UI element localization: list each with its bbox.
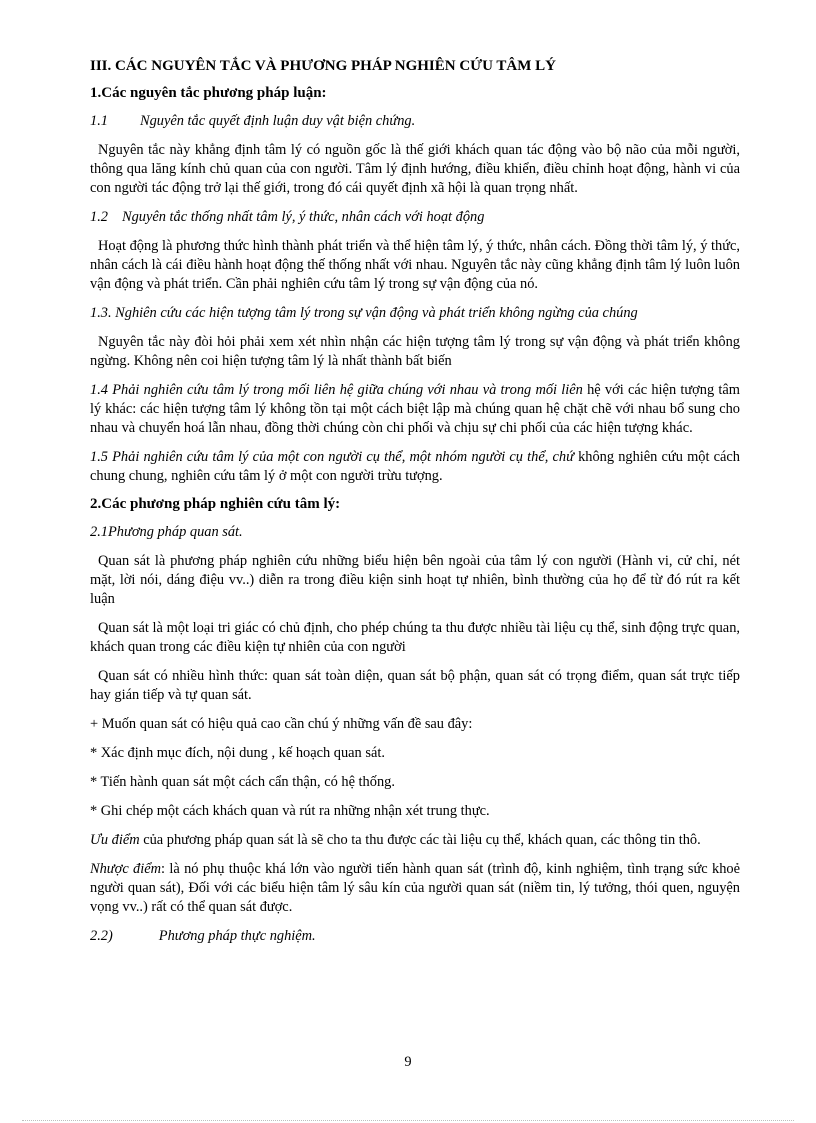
subheading-1-1 [90,112,740,131]
advantages-label: Ưu điểm [90,832,140,848]
paragraph-2-1-b: Quan sát là một loại tri giác có chủ định, cho phép chúng ta thu được nhiều tài liệu cụ thể, sinh động trực quan, khách quan trong các điều kiện tự nhiên của con người [90,620,740,655]
bullet-item: * Xác định mục đích, nội dung , kế hoạch quan sát. [90,745,385,761]
paragraph-1-4-text: hệ với các hiện tượng tâm lý khác: các hiện tượng tâm lý không tồn tại một cách biệt lập mà chúng quan hệ chặt chẽ với nhau bổ sung cho nhau và chuyển hoá lẫn nhau, đồng thời chúng còn chi phối và chịu sự chi phối của các hiện tượng khác. [90,382,740,436]
subheading-1-2-number: 1.2 [90,209,108,225]
subheading-2-1: 2.1Phương pháp quan sát. [90,524,243,540]
disadvantages-label: Nhược điểm [90,861,162,877]
subheading-2-2-number: 2.2) [90,928,113,944]
bullet-intro: + Muốn quan sát có hiệu quả cao cần chú ý những vấn đề sau đây: [90,716,473,732]
paragraph-2-1-a: Quan sát là phương pháp nghiên cứu những biểu hiện bên ngoài của tâm lý con người (Hành vi, cử chỉ, nét mặt, lời nói, dáng điệu vv..) diễn ra trong điều kiện sinh hoạt tự nhiên, bình thường của họ để từ đó rút ra kết luận [90,553,740,607]
heading-principles: 1.Các nguyên tắc phương pháp luận: [90,85,327,101]
page-bottom-divider [22,1120,794,1121]
page-number: 9 [404,1054,412,1070]
paragraph-1-4 [90,381,740,438]
subheading-1-3: 1.3. Nghiên cứu các hiện tượng tâm lý trong sự vận động và phát triển không ngừng của chúng [90,305,638,321]
paragraph-1-3: Nguyên tắc này đòi hỏi phải xem xét nhìn nhận các hiện tượng tâm lý trong sự vận động và phát triển không ngừng. Không nên coi hiện tượng tâm lý là nhất thành bất biến [90,334,740,369]
paragraph-1-5 [90,448,740,486]
paragraph-1-5-text: không nghiên cứu một cách chung chung, nghiên cứu tâm lý ở một con người trừu tượng. [90,449,740,484]
paragraph-2-1-c: Quan sát có nhiều hình thức: quan sát toàn diện, quan sát bộ phận, quan sát có trọng điểm, quan sát trực tiếp hay gián tiếp và tự quan sát. [90,668,740,703]
subheading-2-2 [90,927,740,946]
subheading-1-1-number: 1.1 [90,113,108,129]
subheading-1-1-text: Nguyên tắc quyết định luận duy vật biện chứng. [140,113,416,129]
subheading-1-2 [90,208,740,227]
advantages-text: của phương pháp quan sát là sẽ cho ta thu được các tài liệu cụ thể, khách quan, các thông tin thô. [139,832,701,848]
section-title: III. CÁC NGUYÊN TẮC VÀ PHƯƠNG PHÁP NGHIÊN CỨU TÂM LÝ [90,58,556,74]
paragraph-1-4-italic: 1.4 Phải nghiên cứu tâm lý trong mối liên hệ giữa chúng với nhau và trong mối liên [90,382,583,398]
heading-methods: 2.Các phương pháp nghiên cứu tâm lý: [90,496,341,512]
paragraph-advantages [90,831,740,850]
paragraph-1-1: Nguyên tắc này khẳng định tâm lý có nguồn gốc là thế giới khách quan tác động vào bộ não của mỗi người, thông qua lăng kính chủ quan của con người. Tâm lý định hướng, điều khiển, điều chỉnh hoạt động, hành vi của con người tác động trở lại thế giới, trong đó cái quyết định xã hội là quan trọng nhất. [90,142,740,196]
paragraph-1-2: Hoạt động là phương thức hình thành phát triển và thể hiện tâm lý, ý thức, nhân cách. Đồng thời tâm lý, ý thức, nhân cách là cái điều hành hoạt động thế thống nhất với nhau. Nguyên tắc này cũng khẳng định tâm lý luôn luôn vận động và phát triển. Cần phải nghiên cứu tâm lý trong sự vận động của nó. [90,238,740,292]
paragraph-1-5-italic: 1.5 Phải nghiên cứu tâm lý của một con người cụ thể, một nhóm người cụ thể, chứ [90,449,574,465]
bullet-item: * Ghi chép một cách khách quan và rút ra những nhận xét trung thực. [90,803,490,819]
paragraph-disadvantages [90,860,740,917]
bullet-item: * Tiến hành quan sát một cách cẩn thận, có hệ thống. [90,774,395,790]
disadvantages-text: : là nó phụ thuộc khá lớn vào người tiến hành quan sát (trình độ, kinh nghiệm, tình trạng sức khoẻ người quan sát), Đối với các biểu hiện tâm lý sâu kín của người quan sát (niềm tin, lý tưởng, thói quen, nguyện vọng vv..) rất có thể quan sát được. [90,861,740,915]
subheading-2-2-text: Phương pháp thực nghiệm. [158,928,316,944]
subheading-1-2-text: Nguyên tắc thống nhất tâm lý, ý thức, nhân cách với hoạt động [122,209,485,225]
